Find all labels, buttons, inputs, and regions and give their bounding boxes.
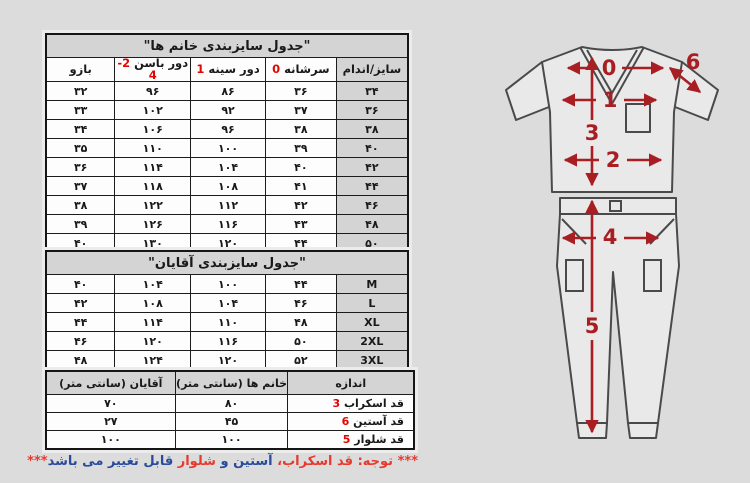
shoulder-cell: ۴۴ — [265, 234, 336, 254]
arm-cell: ۳۵ — [46, 139, 115, 158]
chest-cell: ۹۲ — [191, 101, 266, 120]
arm-cell: ۳۳ — [46, 101, 115, 120]
chest-arrow-ref: 1 — [196, 61, 205, 76]
hip-cell: ۱۲۰ — [115, 332, 191, 351]
hip-cell: ۱۳۰ — [115, 234, 191, 254]
table-row — [46, 158, 408, 177]
hip-cell: ۱۰۴ — [115, 275, 191, 294]
chest-cell: ۱۰۴ — [191, 294, 266, 313]
hip-arrow-ref: 2-4 — [117, 57, 157, 82]
table-row — [46, 431, 414, 450]
size-cell: ۵۰ — [336, 234, 408, 254]
table-row — [46, 351, 408, 371]
measure-label-cell: قد آستین 6 — [288, 413, 414, 431]
size-cell: ۴۴ — [336, 177, 408, 196]
size-cell: ۳۶ — [336, 101, 408, 120]
table-row — [46, 395, 414, 413]
arm-cell: ۳۲ — [46, 82, 115, 101]
hip-cell: ۱۲۴ — [115, 351, 191, 371]
shoulder-cell: ۴۱ — [265, 177, 336, 196]
hip-cell: ۱۱۸ — [115, 177, 191, 196]
length-table-header-row — [46, 371, 414, 395]
men-table-title-row — [46, 251, 408, 275]
table-row — [46, 332, 408, 351]
shoulder-cell: ۴۲ — [265, 196, 336, 215]
table-row — [46, 215, 408, 234]
size-cell: ۴۲ — [336, 158, 408, 177]
table-row — [46, 120, 408, 139]
hip-cell: ۹۶ — [115, 82, 191, 101]
arm-cell: ۳۷ — [46, 177, 115, 196]
note-text: *** توجه: قد اسکراب، آستین و شلوار قابل تغییر می باشد*** — [27, 454, 418, 469]
hip-cell: ۱۲۶ — [115, 215, 191, 234]
col-header-arm: بازو — [46, 58, 115, 82]
table-row — [46, 139, 408, 158]
measure-label-cell: قد شلوار 5 — [288, 431, 414, 450]
scrub-length-arrow-ref: 3 — [332, 397, 341, 410]
size-cell: ۴۸ — [336, 215, 408, 234]
chest-cell: ۱۰۰ — [191, 275, 266, 294]
hip-cell: ۱۰۸ — [115, 294, 191, 313]
arm-cell: ۳۶ — [46, 158, 115, 177]
hip-cell: ۱۱۰ — [115, 139, 191, 158]
col-header-measure: اندازه — [288, 371, 414, 395]
shoulder-arrow-ref: 0 — [272, 61, 281, 76]
right-cuff — [628, 423, 658, 438]
table-row — [46, 313, 408, 332]
note-asterisks: *** — [397, 454, 418, 469]
size-cell: 3XL — [336, 351, 408, 371]
men-value-cell: ۷۰ — [46, 395, 175, 413]
dimension-label-scrub-length: 3 — [584, 121, 600, 145]
chest-cell: ۱۰۴ — [191, 158, 266, 177]
garment-diagram — [486, 20, 738, 474]
shoulder-cell: ۴۳ — [265, 215, 336, 234]
hip-cell: ۱۱۴ — [115, 158, 191, 177]
dimension-label-hem: 2 — [605, 148, 621, 172]
table-row — [46, 413, 414, 431]
scrub-pants-drawing — [557, 198, 679, 438]
dimension-label-chest: 1 — [602, 88, 618, 112]
size-cell: 2XL — [336, 332, 408, 351]
shoulder-cell: ۳۹ — [265, 139, 336, 158]
size-cell: ۴۰ — [336, 139, 408, 158]
women-table-title-row — [46, 34, 408, 58]
chest-cell: ۱۲۰ — [191, 351, 266, 371]
dimension-label-pants-length: 5 — [584, 314, 600, 338]
shoulder-cell: ۳۷ — [265, 101, 336, 120]
arm-cell: ۴۰ — [46, 275, 115, 294]
shoulder-cell: ۴۴ — [265, 275, 336, 294]
col-header-chest: دور سینه 1 — [191, 58, 266, 82]
measure-label-cell: قد اسکراب 3 — [288, 395, 414, 413]
women-size-table — [45, 33, 409, 254]
men-value-cell: ۱۰۰ — [46, 431, 175, 450]
arm-cell: ۴۰ — [46, 234, 115, 254]
chest-cell: ۱۱۶ — [191, 332, 266, 351]
garment-diagram-svg — [486, 20, 738, 470]
size-cell: ۴۶ — [336, 196, 408, 215]
table-row — [46, 294, 408, 313]
women-table-title: "جدول سایزبندی خانم ها" — [46, 34, 408, 58]
size-cell: ۳۸ — [336, 120, 408, 139]
table-row — [46, 196, 408, 215]
men-size-table — [45, 250, 409, 371]
col-header-women: خانم ها (سانتی متر) — [175, 371, 288, 395]
shoulder-cell: ۳۶ — [265, 82, 336, 101]
chest-cell: ۱۰۰ — [191, 139, 266, 158]
hip-cell: ۱۱۴ — [115, 313, 191, 332]
arm-cell: ۴۸ — [46, 351, 115, 371]
pants-body — [557, 214, 679, 423]
men-table-title: "جدول سایزبندی آقایان" — [46, 251, 408, 275]
col-header-shoulder: سرشانه 0 — [265, 58, 336, 82]
table-row — [46, 82, 408, 101]
arm-cell: ۴۶ — [46, 332, 115, 351]
table-row — [46, 275, 408, 294]
chest-cell: ۸۶ — [191, 82, 266, 101]
chest-cell: ۱۱۰ — [191, 313, 266, 332]
women-value-cell: ۴۵ — [175, 413, 288, 431]
chest-cell: ۱۲۰ — [191, 234, 266, 254]
arm-cell: ۳۴ — [46, 120, 115, 139]
size-cell: XL — [336, 313, 408, 332]
arm-cell: ۳۹ — [46, 215, 115, 234]
hip-cell: ۱۰۲ — [115, 101, 191, 120]
sleeve-length-arrow-ref: 6 — [341, 415, 350, 428]
dimension-label-sleeve: 6 — [685, 50, 701, 74]
shoulder-cell: ۵۰ — [265, 332, 336, 351]
men-value-cell: ۲۷ — [46, 413, 175, 431]
arm-cell: ۴۴ — [46, 313, 115, 332]
women-table-header-row — [46, 58, 408, 82]
shoulder-cell: ۴۰ — [265, 158, 336, 177]
chest-cell: ۱۰۸ — [191, 177, 266, 196]
table-row — [46, 101, 408, 120]
chest-cell: ۱۱۶ — [191, 215, 266, 234]
arm-cell: ۴۲ — [46, 294, 115, 313]
size-cell: ۳۴ — [336, 82, 408, 101]
hip-cell: ۱۰۶ — [115, 120, 191, 139]
shoulder-cell: ۴۶ — [265, 294, 336, 313]
women-value-cell: ۸۰ — [175, 395, 288, 413]
shoulder-cell: ۵۲ — [265, 351, 336, 371]
col-header-size: سایز/اندام — [336, 58, 408, 82]
shoulder-cell: ۳۸ — [265, 120, 336, 139]
size-cell: L — [336, 294, 408, 313]
dimension-label-shoulder: 0 — [601, 56, 617, 80]
col-header-hip: دور باسن 2-4 — [115, 58, 191, 82]
length-table — [45, 370, 415, 450]
arm-cell: ۳۸ — [46, 196, 115, 215]
hip-cell: ۱۲۲ — [115, 196, 191, 215]
chest-cell: ۱۱۲ — [191, 196, 266, 215]
chest-pocket — [626, 104, 650, 132]
table-row — [46, 177, 408, 196]
women-value-cell: ۱۰۰ — [175, 431, 288, 450]
shoulder-cell: ۴۸ — [265, 313, 336, 332]
dimension-label-hip: 4 — [602, 225, 618, 249]
size-cell: M — [336, 275, 408, 294]
pants-length-arrow-ref: 5 — [342, 433, 351, 446]
chest-cell: ۹۶ — [191, 120, 266, 139]
note-asterisks: *** — [27, 454, 48, 469]
col-header-men: آقایان (سانتی متر) — [46, 371, 175, 395]
